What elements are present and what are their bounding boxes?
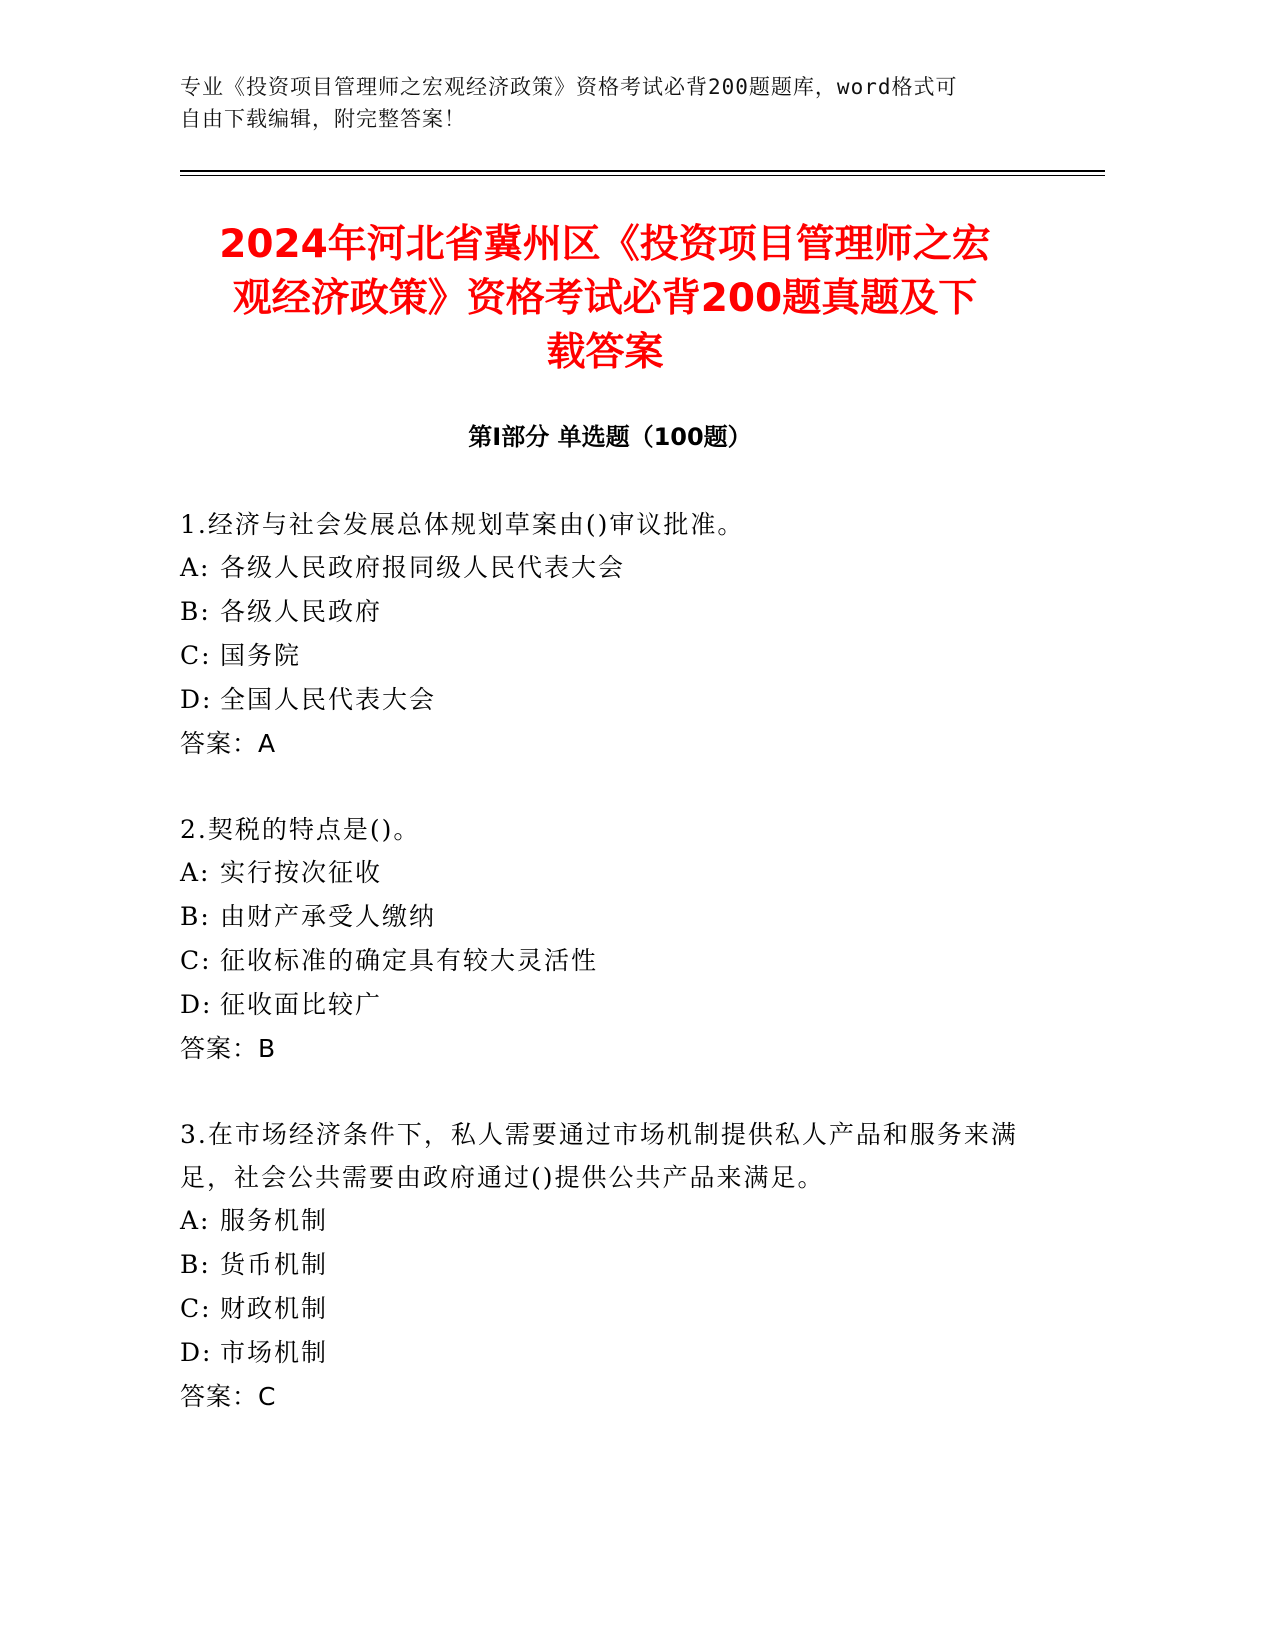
option-text: 全国人民代表大会 [220,685,437,714]
option-letter: D: [180,1338,213,1367]
option-d [180,1331,1040,1375]
option-letter: A: [180,858,211,887]
question-2 [180,808,1040,1071]
header-divider-thin [180,175,1105,176]
option-text: 各级人民政府报同级人民代表大会 [220,553,626,582]
option-letter: A: [180,553,211,582]
option-c [180,634,1040,678]
document-title [170,218,1040,380]
option-letter: D: [180,685,213,714]
option-d [180,983,1040,1027]
option-b [180,895,1040,939]
document-title-line1: 2024年河北省冀州区《投资项目管理师之宏 [219,222,991,267]
section-title: 第Ⅰ部分 单选题（100题） [468,423,752,451]
option-a [180,546,1040,590]
option-text: 各级人民政府 [220,597,383,626]
option-text: 实行按次征收 [220,858,383,887]
option-b [180,1243,1040,1287]
option-text: 征收标准的确定具有较大灵活性 [220,946,599,975]
option-b [180,590,1040,634]
option-c [180,939,1040,983]
question-stem: 2.契税的特点是()。 [180,815,421,844]
header-note-line1: 专业《投资项目管理师之宏观经济政策》资格考试必背200题题库，word格式可 [180,75,958,99]
option-text: 财政机制 [220,1294,329,1323]
option-letter: B: [180,902,211,931]
option-letter: A: [180,1206,211,1235]
option-letter: C: [180,1294,212,1323]
option-letter: B: [180,597,211,626]
document-title-line3: 载答案 [546,330,664,375]
option-text: 由财产承受人缴纳 [220,902,437,931]
option-text: 货币机制 [220,1250,329,1279]
header-divider-thick [180,170,1105,172]
option-text: 国务院 [220,641,302,670]
answer: 答案：B [180,1034,277,1063]
answer: 答案：A [180,729,277,758]
option-text: 征收面比较广 [220,990,383,1019]
option-a [180,851,1040,895]
option-d [180,678,1040,722]
answer: 答案：C [180,1382,277,1411]
option-text: 市场机制 [220,1338,329,1367]
question-stem: 1.经济与社会发展总体规划草案由()审议批准。 [180,510,745,539]
option-letter: D: [180,990,213,1019]
option-text: 服务机制 [220,1206,329,1235]
option-letter: B: [180,1250,211,1279]
header-note-line2: 自由下载编辑，附完整答案！ [180,107,466,131]
document-title-line2: 观经济政策》资格考试必背200题真题及下 [232,276,978,321]
option-letter: C: [180,641,212,670]
question-3 [180,1113,1040,1419]
question-1 [180,503,1040,766]
option-letter: C: [180,946,212,975]
question-stem: 3.在市场经济条件下，私人需要通过市场机制提供私人产品和服务来满足，社会公共需要由政府通过()提供公共产品来满足。 [180,1120,1018,1192]
option-a [180,1199,1040,1243]
header-note [180,71,1050,135]
option-c [180,1287,1040,1331]
